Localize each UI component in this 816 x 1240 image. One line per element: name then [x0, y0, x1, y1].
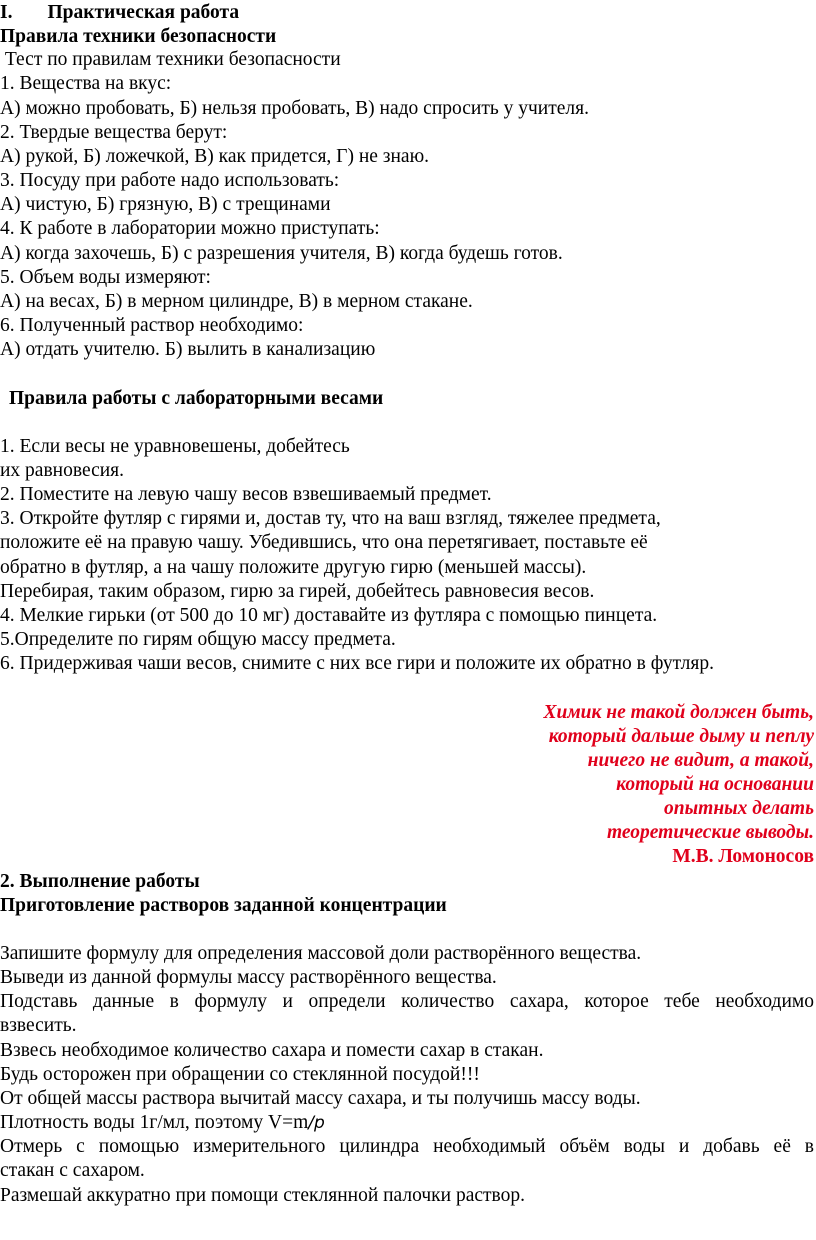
scales-rule-line: положите её на правую чашу. Убедившись, что она перетягивает, поставьте её — [0, 532, 648, 553]
quote-line: теоретические выводы. — [606, 822, 814, 843]
quote-author: М.В. Ломоносов — [672, 846, 814, 867]
section-title: Практическая работа — [47, 2, 240, 23]
test-question: 3. Посуду при работе надо использовать: — [0, 170, 340, 191]
test-answers: А) можно пробовать, Б) нельзя пробовать, В) надо спросить у учителя. — [0, 98, 589, 119]
density-formula: /p — [308, 1113, 325, 1133]
scales-rule-line: Перебирая, таким образом, гирю за гирей, добейтесь равновесия весов. — [0, 581, 595, 602]
test-answers: А) рукой, Б) ложечкой, В) как придется, Г) не знаю. — [0, 146, 430, 167]
execution-title: 2. Выполнение работы — [0, 871, 200, 892]
scales-title: Правила работы с лабораторными весами — [9, 388, 384, 409]
instruction-line: Подставь данные в формулу и определи количество сахара, которое тебе необходимо — [0, 991, 814, 1012]
quote-line: Химик не такой должен быть, — [543, 702, 814, 723]
instruction-line: Выведи из данной формулы массу растворённого вещества. — [0, 967, 497, 988]
test-question: 6. Полученный раствор необходимо: — [0, 315, 304, 336]
scales-rule-line: 4. Мелкие гирьки (от 500 до 10 мг) доставайте из футляра с помощью пинцета. — [0, 605, 658, 626]
scales-rule-line: 6. Придерживая чаши весов, снимите с них все гири и положите их обратно в футляр. — [0, 653, 714, 674]
execution-subtitle: Приготовление растворов заданной концентрации — [0, 895, 447, 916]
quote-line: ничего не видит, а такой, — [587, 750, 814, 771]
test-answers: А) чистую, Б) грязную, В) с трещинами — [0, 194, 331, 215]
instruction-line: Размешай аккуратно при помощи стеклянной палочки раствор. — [0, 1185, 525, 1206]
instruction-line: Взвесь необходимое количество сахара и помести сахар в стакан. — [0, 1040, 544, 1061]
test-question: 1. Вещества на вкус: — [0, 73, 172, 94]
scales-rule-line: 1. Если весы не уравновешены, добейтесь — [0, 436, 350, 457]
instruction-line: От общей массы раствора вычитай массу сахара, и ты получишь массу воды. — [0, 1088, 641, 1109]
test-question: 2. Твердые вещества берут: — [0, 122, 228, 143]
test-title: Тест по правилам техники безопасности — [0, 49, 341, 70]
density-line — [0, 1111, 325, 1135]
warning-line: Будь осторожен при обращении со стеклянной посудой!!! — [0, 1064, 480, 1085]
test-answers: А) когда захочешь, Б) с разрешения учителя, В) когда будешь готов. — [0, 243, 563, 264]
test-answers: А) на весах, Б) в мерном цилиндре, В) в мерном стакане. — [0, 291, 473, 312]
quote-line: который на основании — [616, 774, 814, 795]
scales-rule-line: их равновесия. — [0, 460, 125, 481]
instruction-line: стакан с сахаром. — [0, 1160, 145, 1181]
section-heading — [0, 1, 239, 25]
density-text: Плотность воды 1г/мл, поэтому V=m — [0, 1112, 309, 1133]
instruction-line: взвесить. — [0, 1015, 77, 1036]
quote-line: который дальше дыму и пеплу — [548, 726, 814, 747]
safety-title: Правила техники безопасности — [0, 26, 277, 47]
scales-rule-line: 2. Поместите на левую чашу весов взвешиваемый предмет. — [0, 484, 492, 505]
test-question: 4. К работе в лаборатории можно приступать: — [0, 218, 380, 239]
test-answers: А) отдать учителю. Б) вылить в канализацию — [0, 339, 376, 360]
section-number: I. — [0, 2, 13, 23]
scales-rule-line: обратно в футляр, а на чашу положите другую гирю (меньшей массы). — [0, 557, 587, 578]
instruction-line: Запишите формулу для определения массовой доли растворённого вещества. — [0, 943, 642, 964]
quote-line: опытных делать — [664, 798, 814, 819]
scales-rule-line: 5.Определите по гирям общую массу предмета. — [0, 629, 396, 650]
instruction-line: Отмерь с помощью измерительного цилиндра необходимый объём воды и добавь её в — [0, 1136, 814, 1157]
test-question: 5. Объем воды измеряют: — [0, 267, 211, 288]
scales-rule-line: 3. Откройте футляр с гирями и, достав ту, что на ваш взгляд, тяжелее предмета, — [0, 508, 661, 529]
